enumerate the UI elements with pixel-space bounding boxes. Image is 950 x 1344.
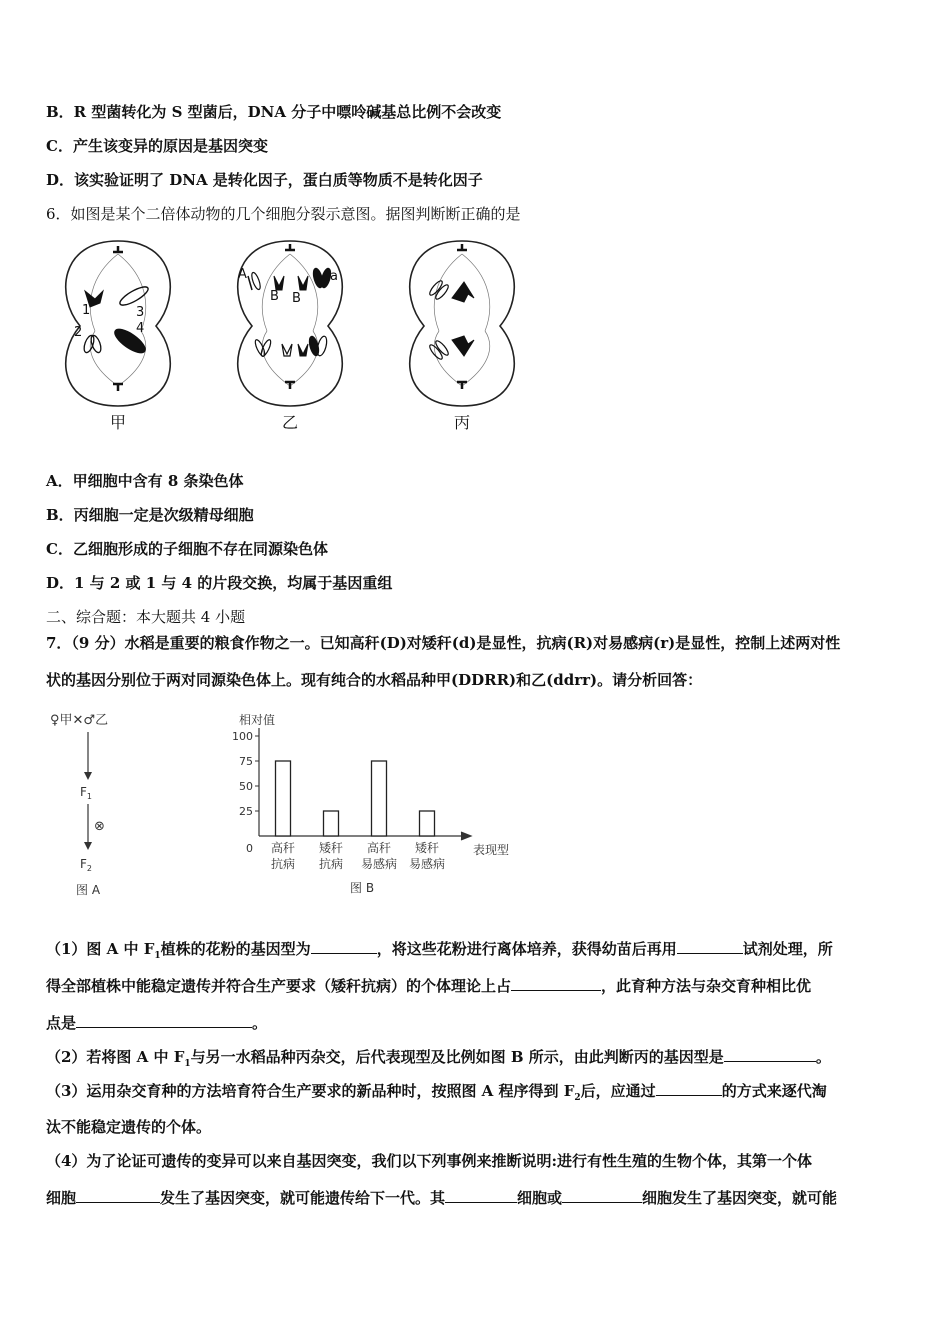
- answer-blank-4[interactable]: [76, 1012, 252, 1028]
- q7-sub1-text-a: （1）图 A 中 F: [46, 940, 155, 958]
- q5-option-d: D．该实验证明了 DNA 是转化因子，蛋白质等物质不是转化因子: [46, 171, 483, 189]
- q7-sub1-text-e: 得全部植株中能稳定遗传并符合生产要求（矮秆抗病）的个体理论上占: [46, 977, 512, 995]
- bar: [372, 761, 387, 836]
- answer-blank-2[interactable]: [677, 938, 743, 954]
- svg-text:F2: [80, 857, 92, 873]
- answer-blank-8[interactable]: [445, 1187, 517, 1203]
- q7-sub3-text-c: 的方式来逐代淘: [721, 1082, 827, 1100]
- q7-sub1-line2: [46, 975, 811, 996]
- q7-sub1-text-b: 植株的花粉的基因型为: [160, 940, 311, 958]
- q7-sub1-f1-sub: 1: [154, 951, 161, 961]
- q6-option-a: A．甲细胞中含有 8 条染色体: [46, 472, 244, 490]
- cell-label-bing: 丙: [453, 413, 471, 432]
- f2-subscript: 2: [86, 864, 92, 873]
- allele-label-a: a: [330, 269, 338, 284]
- answer-blank-5[interactable]: [724, 1046, 816, 1062]
- q7-stem-line1: 7．（9 分）水稻是重要的粮食作物之一。已知高秆(D)对矮秆(d)是显性，抗病(R)对易感病(r)是显性，控制上述两对性: [46, 634, 841, 652]
- q7-stem-line2: 状的基因分别位于两对同源染色体上。现有纯合的水稻品种甲(DDRR)和乙(ddrr)。请分析回答：: [46, 671, 703, 689]
- q7-sub2-text-a: （2）若将图 A 中 F: [46, 1048, 185, 1066]
- q7-sub2-text-b: 与另一水稻品种丙杂交，后代表现型及比例如图 B 所示，由此判断丙的基因型是: [190, 1048, 724, 1066]
- q5-option-c: C．产生该变异的原因是基因突变: [46, 137, 268, 155]
- category-label: 高秆: [366, 841, 392, 855]
- q7-sub2-f1-sub: 1: [184, 1059, 191, 1069]
- cell-division-figure: [50, 236, 570, 436]
- chromosome-label-1: 1: [82, 303, 91, 318]
- category-label: 矮秆: [414, 841, 440, 855]
- category-label: 高秆: [270, 841, 296, 855]
- q7-sub1-line3: [46, 1012, 267, 1033]
- q7-sub2-text-c: 。: [815, 1048, 831, 1066]
- figure-a-caption: 图 A: [76, 883, 101, 897]
- section-heading: 二、综合题：本大题共 4 小题: [46, 608, 246, 626]
- allele-label-B2: B: [292, 291, 301, 306]
- q6-option-b: B．丙细胞一定是次级精母细胞: [46, 506, 254, 524]
- q7-sub3-line1: [46, 1080, 827, 1108]
- y-tick-label: 0: [246, 842, 253, 855]
- q7-sub2: [46, 1046, 831, 1074]
- category-label: 抗病: [318, 857, 344, 871]
- q7-sub1-text-c: ，将这些花粉进行离体培养，获得幼苗后再用: [376, 940, 677, 958]
- bar: [420, 811, 435, 836]
- q7-sub1-text-d: 试剂处理，所: [742, 940, 833, 958]
- q7-sub3-text-a: （3）运用杂交育种的方法培育符合生产要求的新品种时，按照图 A 程序得到 F: [46, 1082, 575, 1100]
- allele-label-A: A: [238, 267, 247, 282]
- cell-label-jia: 甲: [109, 413, 127, 432]
- q7-sub4-text-d: 细胞发生了基因突变，就可能: [642, 1189, 838, 1207]
- q7-sub4-line2: [46, 1187, 837, 1208]
- q7-sub3-f2-sub: 2: [574, 1093, 581, 1103]
- chromosome-label-2: 2: [74, 325, 83, 340]
- y-tick-label: 25: [239, 805, 253, 818]
- q6-stem: 6．如图是某个二倍体动物的几个细胞分裂示意图。据图判断断正确的是: [46, 205, 521, 223]
- allele-label-B1: B: [270, 289, 279, 304]
- answer-blank-1[interactable]: [311, 938, 377, 954]
- q5-option-b: B．R 型菌转化为 S 型菌后，DNA 分子中嘌呤碱基总比例不会改变: [46, 103, 502, 121]
- bar: [324, 811, 339, 836]
- chromosome-label-3: 3: [136, 305, 145, 320]
- q7-sub1-text-h: 。: [252, 1014, 268, 1032]
- y-tick-label: 75: [239, 755, 253, 768]
- answer-blank-7[interactable]: [76, 1187, 160, 1203]
- q7-sub1-line1: [46, 938, 833, 966]
- category-label: 抗病: [270, 857, 296, 871]
- category-label: 矮秆: [318, 841, 344, 855]
- figure-b-bar-chart: [225, 708, 535, 898]
- cell-label-yi: 乙: [281, 413, 299, 432]
- category-label: 易感病: [408, 857, 446, 871]
- f1-subscript: 1: [86, 792, 92, 801]
- cell-jia-membrane: [66, 241, 171, 406]
- x-axis-label: 表现型: [473, 843, 510, 857]
- answer-blank-9[interactable]: [562, 1187, 642, 1203]
- q6-option-c: C．乙细胞形成的子细胞不存在同源染色体: [46, 540, 328, 558]
- category-label: 易感病: [360, 857, 398, 871]
- y-tick-label: 50: [239, 780, 253, 793]
- q7-sub4-text-a: 细胞: [46, 1189, 77, 1207]
- cross-label: ♀甲✕♂乙: [50, 713, 109, 728]
- self-cross-symbol: ⊗: [94, 819, 105, 834]
- answer-blank-6[interactable]: [656, 1080, 722, 1096]
- q7-sub4-text-b: 发生了基因突变，就可能遗传给下一代。其: [160, 1189, 446, 1207]
- y-axis-label: 相对值: [239, 713, 276, 727]
- figure-b-caption: 图 B: [350, 881, 375, 895]
- x-axis-arrow: [461, 832, 471, 840]
- q6-option-d: D．1 与 2 或 1 与 4 的片段交换，均属于基因重组: [46, 574, 393, 592]
- answer-blank-3[interactable]: [511, 975, 601, 991]
- q7-sub3-line2: 汰不能稳定遗传的个体。: [46, 1118, 212, 1136]
- chromosome-label-4: 4: [136, 321, 145, 336]
- f1-label: F: [80, 785, 87, 799]
- f2-label: F: [80, 857, 87, 871]
- y-tick-label: 100: [232, 730, 253, 743]
- q7-sub3-text-b: 后，应通过: [580, 1082, 656, 1100]
- svg-text:F1: [80, 785, 92, 801]
- q7-sub4-text-c: 细胞或: [517, 1189, 563, 1207]
- figure-a: [50, 708, 170, 898]
- q7-sub4-line1: （4）为了论证可遗传的变异可以来自基因突变，我们以下列事例来推断说明:进行有性生殖的生物个体，其第一个体: [46, 1152, 812, 1170]
- bar: [276, 761, 291, 836]
- q7-sub1-text-f: ，此育种方法与杂交育种相比优: [601, 977, 812, 995]
- q7-sub1-text-g: 点是: [46, 1014, 77, 1032]
